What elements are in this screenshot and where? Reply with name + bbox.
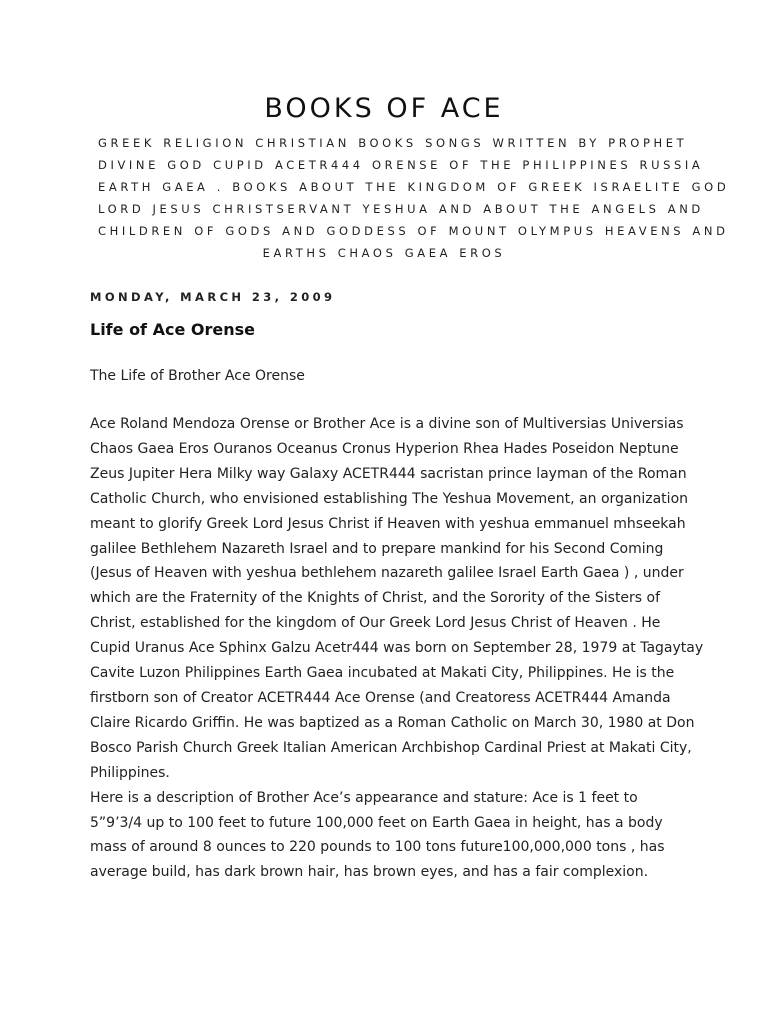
post-date-header: MONDAY, MARCH 23, 2009: [90, 290, 336, 304]
blog-description-line: EARTHS CHAOS GAEA EROS: [262, 246, 506, 260]
post-body-line: average build, has dark brown hair, has brown eyes, and has a fair complexion.: [90, 864, 649, 881]
post-body-line: which are the Fraternity of the Knights of Christ, and the Sorority of the Sisters of: [90, 590, 661, 607]
post-body-line: (Jesus of Heaven with yeshua bethlehem nazareth galilee Israel Earth Gaea ) , under: [90, 565, 684, 582]
post-body-line: Cupid Uranus Ace Sphinx Galzu Acetr444 was born on September 28, 1979 at Tagaytay: [90, 640, 704, 657]
post-body-line: Bosco Parish Church Greek Italian American Archbishop Cardinal Priest at Makati City,: [90, 739, 692, 756]
blog-description-line: CHILDREN OF GODS AND GODDESS OF MOUNT OLYMPUS HEAVENS AND: [98, 224, 729, 238]
blog-description-line: LORD JESUS CHRISTSERVANT YESHUA AND ABOUT THE ANGELS AND: [98, 202, 704, 216]
post-subtitle: The Life of Brother Ace Orense: [90, 368, 305, 384]
post-body-line: Chaos Gaea Eros Ouranos Oceanus Cronus Hyperion Rhea Hades Poseidon Neptune: [90, 440, 679, 457]
blog-description-line: GREEK RELIGION CHRISTIAN BOOKS SONGS WRITTEN BY PROPHET: [98, 136, 688, 150]
blog-description: [98, 132, 730, 264]
blog-title[interactable]: BOOKS OF ACE: [264, 93, 504, 124]
post-body-line: Philippines.: [90, 764, 170, 781]
post-title[interactable]: Life of Ace Orense: [90, 320, 255, 339]
post-body-line: Claire Ricardo Griffin. He was baptized as a Roman Catholic on March 30, 1980 at Don: [90, 714, 695, 731]
post-body: [90, 412, 704, 885]
post-body-line: firstborn son of Creator ACETR444 Ace Orense (and Creatoress ACETR444 Amanda: [90, 689, 671, 706]
post-body-line: Here is a description of Brother Ace’s appearance and stature: Ace is 1 feet to: [90, 789, 638, 806]
post-body-line: meant to glorify Greek Lord Jesus Christ if Heaven with yeshua emmanuel mhseekah: [90, 515, 686, 532]
post-body-line: galilee Bethlehem Nazareth Israel and to prepare mankind for his Second Coming: [90, 540, 664, 557]
post-body-line: Ace Roland Mendoza Orense or Brother Ace is a divine son of Multiversias Universias: [90, 416, 684, 432]
blog-description-line: DIVINE GOD CUPID ACETR444 ORENSE OF THE PHILIPPINES RUSSIA: [98, 158, 704, 172]
post-body-line: Catholic Church, who envisioned establishing The Yeshua Movement, an organization: [90, 490, 689, 507]
post-body-line: Cavite Luzon Philippines Earth Gaea incubated at Makati City, Philippines. He is the: [90, 665, 675, 682]
post-body-line: Zeus Jupiter Hera Milky way Galaxy ACETR444 sacristan prince layman of the Roman: [90, 465, 687, 482]
post-body-line: 5”9’3/4 up to 100 feet to future 100,000 feet on Earth Gaea in height, has a body: [90, 814, 663, 831]
blog-description-line: EARTH GAEA . BOOKS ABOUT THE KINGDOM OF GREEK ISRAELITE GOD: [98, 180, 730, 194]
post-body-line: mass of around 8 ounces to 220 pounds to 100 tons future100,000,000 tons , has: [90, 839, 665, 856]
post-body-line: Christ, established for the kingdom of Our Greek Lord Jesus Christ of Heaven . He: [90, 615, 661, 632]
